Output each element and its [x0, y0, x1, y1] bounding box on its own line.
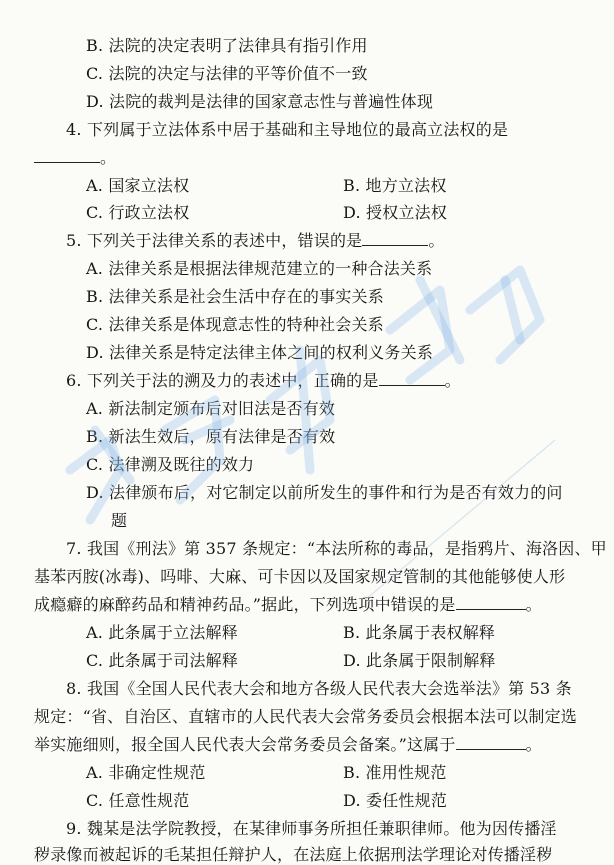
- q4-option-b: B. 地方立法权: [343, 176, 447, 195]
- question-9-line-2: 秽录像而被起诉的毛某担任辩护人，在法庭上依据刑法学理论对传播淫秽: [34, 845, 553, 864]
- q5-option-c: C. 法律关系是体现意志性的特种社会关系: [86, 315, 384, 334]
- q7-option-c: C. 此条属于司法解释: [86, 651, 239, 670]
- question-4-blank-line: 。: [34, 148, 116, 168]
- question-7-line-3: 成瘾癖的麻醉药品和精神药品。”据此，下列选项中错误的是 。: [34, 595, 542, 614]
- question-8-line-3: 举实施细则，报全国人民代表大会常务委员会备案。”这属于 。: [34, 735, 542, 754]
- question-8-line-2: 规定：“省、自治区、直辖市的人民代表大会常务委员会根据本法可以制定选: [34, 707, 577, 726]
- answer-blank: [456, 735, 526, 750]
- q6-option-a: A. 新法制定颁布后对旧法是否有效: [86, 399, 336, 418]
- q6-option-c: C. 法律溯及既往的效力: [86, 455, 255, 474]
- answer-blank: [456, 595, 526, 610]
- question-5-stem: 5. 下列关于法律关系的表述中，错误的是 。: [66, 231, 445, 250]
- question-8-line-1: 8. 我国《全国人民代表大会和地方各级人民代表大会选举法》第 53 条: [66, 679, 572, 698]
- question-9-line-1: 9. 魏某是法学院教授，在某律师事务所担任兼职律师。他为因传播淫: [66, 819, 557, 838]
- q5-option-d: D. 法律关系是特定法律主体之间的权利义务关系: [86, 343, 434, 362]
- q8-option-d: D. 委任性规范: [343, 791, 448, 810]
- q5-option-a: A. 法律关系是根据法律规范建立的一种合法关系: [86, 259, 433, 278]
- answer-blank: [34, 148, 100, 163]
- q7-option-b: B. 此条属于表权解释: [343, 623, 496, 642]
- q8-option-c: C. 任意性规范: [86, 791, 190, 810]
- q4-option-d: D. 授权立法权: [343, 203, 448, 222]
- q8-option-a: A. 非确定性规范: [86, 763, 206, 782]
- answer-blank: [379, 371, 445, 386]
- q8-option-b: B. 准用性规范: [343, 763, 447, 782]
- q3-option-c: C. 法院的决定与法律的平等价值不一致: [86, 64, 368, 83]
- question-4-stem: 4. 下列属于立法体系中居于基础和主导地位的最高立法权的是: [66, 120, 509, 139]
- q6-option-b: B. 新法生效后，原有法律是否有效: [86, 427, 336, 446]
- q5-option-b: B. 法律关系是社会生活中存在的事实关系: [86, 287, 384, 306]
- q7-option-a: A. 此条属于立法解释: [86, 623, 238, 642]
- q4-option-c: C. 行政立法权: [86, 203, 190, 222]
- question-7-line-1: 7. 我国《刑法》第 357 条规定：“本法所称的毒品，是指鸦片、海洛因、甲: [66, 539, 607, 558]
- q6-option-d-continued: 题: [111, 511, 128, 530]
- question-7-line-2: 基苯丙胺(冰毒)、吗啡、大麻、可卡因以及国家规定管制的其他能够使人形: [34, 567, 566, 586]
- q7-option-d: D. 此条属于限制解释: [343, 651, 496, 670]
- q3-option-d: D. 法院的裁判是法律的国家意志性与普遍性体现: [86, 92, 434, 111]
- q3-option-b: B. 法院的决定表明了法律具有指引作用: [86, 36, 368, 55]
- q6-option-d: D. 法律颁布后，对它制定以前所发生的事件和行为是否有效力的问: [86, 483, 563, 502]
- question-6-stem: 6. 下列关于法的溯及力的表述中，正确的是 。: [66, 371, 461, 390]
- answer-blank: [362, 231, 428, 246]
- q4-option-a: A. 国家立法权: [86, 176, 190, 195]
